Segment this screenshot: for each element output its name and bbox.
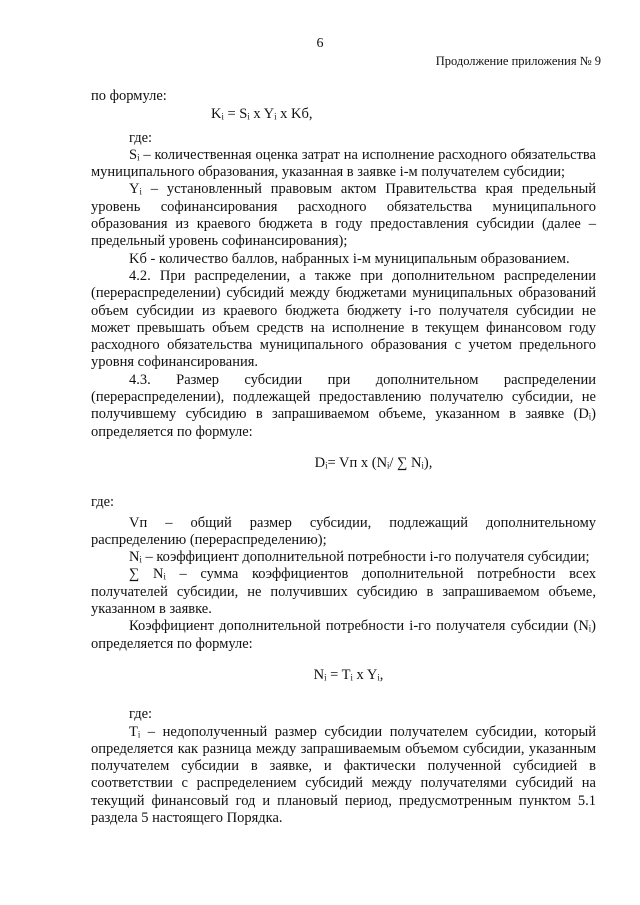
appendix-continuation-header: Продолжение приложения № 9 bbox=[435, 54, 601, 68]
definition-vp: Vп – общий размер субсидии, подлежащий дополнительному распределению (перераспределению); bbox=[91, 514, 596, 548]
where-label-1: где: bbox=[129, 129, 153, 146]
definition-ni: Nᵢ – коэффициент дополнительной потребности i-го получателя субсидии; bbox=[129, 549, 590, 566]
definition-ti: Tᵢ – недополученный размер субсидии получателем субсидии, который определяется как разница между запрашиваемым объемом субсидии, указанным получателем субсидии в заявке, и фактически полученной субсидией в соответствии с распределением субсидий между получателями субсидий на текущий финансовый год и плановый период, предусмотренным пунктом 5.1 раздела 5 настоящего Порядка. bbox=[91, 723, 596, 826]
definition-si: Sᵢ – количественная оценка затрат на исполнение расходного обязательства муниципального образования, указанная в заявке i-м получателем субсидии; bbox=[91, 146, 596, 181]
paragraph-4-2: 4.2. При распределении, а также при дополнительном распределении (перераспределении) субсидий между бюджетами муниципальных образований объем субсидии из краевого бюджета бюджету i-го получателя субсидии не может превышать объем средств на исполнение в текущем финансовом году расходного обязательства муниципального образования с учетом предельного уровня софинансирования. bbox=[91, 267, 596, 371]
paragraph-4-3: 4.3. Размер субсидии при дополнительном распределении (перераспределении), подлежащей предоставлению получателю субсидии, не получившему субсидию в запрашиваемом объеме, указанном в заявке (Dᵢ) определяется по формуле: bbox=[91, 371, 596, 440]
formula-intro: по формуле: bbox=[91, 88, 167, 104]
document-body bbox=[91, 88, 596, 827]
definition-sum-ni: ∑ Nᵢ – сумма коэффициентов дополнительной потребности всех получателей субсидии, не получивших субсидию в запрашиваемом объеме, указанном в заявке. bbox=[91, 566, 596, 618]
paragraph-coefficient: Коэффициент дополнительной потребности i-го получателя субсидии (Nᵢ) определяется по формуле: bbox=[91, 618, 596, 652]
where-label-2: где: bbox=[91, 494, 115, 511]
definition-yi: Yᵢ – установленный правовым актом Правительства края предельный уровень софинансирования расходного обязательства муниципального образования из краевого бюджета в году предоставления субсидии (далее – предельный уровень софинансирования); bbox=[91, 181, 596, 250]
formula-ki: Kᵢ = Sᵢ x Yᵢ x Kб, bbox=[211, 106, 313, 123]
page-number: 6 bbox=[316, 36, 324, 51]
definition-kb: Kб - количество баллов, набранных i-м муниципальным образованием. bbox=[129, 250, 570, 267]
formula-ni: Nᵢ = Tᵢ x Yᵢ, bbox=[313, 666, 384, 683]
where-label-3: где: bbox=[129, 706, 153, 723]
formula-di: Dᵢ= Vп x (Nᵢ/ ∑ Nᵢ), bbox=[314, 454, 433, 471]
